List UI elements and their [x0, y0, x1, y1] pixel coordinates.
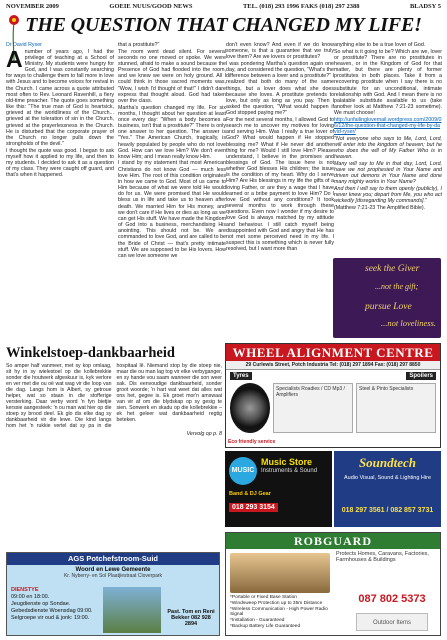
seek-line-3: pursue Love: [365, 302, 412, 312]
paragraph: that a prostitute?": [118, 42, 160, 48]
eco-label: Eco friendly service: [228, 439, 276, 445]
paragraph: anything else to be a true lover of God.: [334, 42, 426, 48]
music-store-ad[interactable]: [225, 451, 332, 527]
winkelstoep-article: [6, 346, 222, 548]
article-source-link[interactable]: http://unfailinglovemail.wordpress.com/2009/06/12/the-question-that-changed-my-life-by-david-ryser/: [334, 116, 442, 136]
ags-church-ad[interactable]: [6, 552, 220, 636]
article-byline: Dr David Ryser: [6, 42, 42, 48]
paragraph: Martha's question changed my life. For six months, I thought about her question at least once every day: "When a body becomes a business, isn't that a prostitute?" There is only one answer to her question. The answer is "Yes." The American Church, tragically, is heavily populated by people who do not love God. How can we love Him? We don't even know Him; and I mean really know Him.: [118, 104, 226, 160]
ags-dienste-item: 09:00 en 18:00.: [11, 594, 50, 600]
paragraph: number of years ago, I had the privilege of teaching at a School of Ministry. My students were hungry for God, and I was constantly searching for ways to challenge them to fall more in love with Jesus and to become voices for revival in the Church. I came across a quote attributed most often to Rev. Leonard Ravenhill, a fiery old-time preacher. The quote goes something like this: "The true man of God is heartsick, grieved at the worldliness of the Church... grieved at the toleration of sin in the Church, grieved at the prayerlessness in the Church. He is disturbed that the corporate prayer of the Church no longer pulls down the strongholds of the devil.": [6, 48, 114, 147]
scripture-quote: "Not everyone who says to Me, Lord, Lord, will enter into the kingdom of heaven; but he who does the will of My Father Who is in heaven.: [334, 135, 442, 161]
header-date: NOVEMBER 2009: [6, 3, 59, 10]
winkelstoep-heading: Winkelstoep-dankbaarheid: [6, 345, 175, 361]
wheel-ad-steel: Steel & Pinto Specialists: [356, 383, 436, 433]
scripture-reference: (Matthew 7:21-23 The Amplified Bible).: [334, 205, 426, 212]
scripture-quote: Many will say to Me in that day, Lord, Lord, have we not prophesied in Your Name and driven out demons in Your Name and done many mighty works in Your Name?: [334, 160, 442, 186]
header-page: BLADSY 5: [409, 3, 441, 10]
soundtech-title: Soundtech: [358, 455, 417, 470]
robguard-photo: [230, 553, 330, 593]
paragraph: The room went dead silent. For several seconds no one moved or spoke. We were stunned, afraid to make a sound because the Presence of God had flooded into the room, and we knew we were on holy ground. All I could think in those sacred moments was, "Wow, I wish I'd thought of that!" I didn't dare express that thought aloud. God had taken over the class.: [118, 48, 226, 104]
continued-note: Vervolg op p. 8: [186, 431, 222, 437]
ags-pastor: Past. Tom en Reni Bekker 082 928 2894: [167, 609, 215, 627]
paragraph: I thought the quote was good. I began to ask myself how it applied to my life, and then to my students. I decided to ask it as a question of my class. They were caught off guard, and that's when it happened.: [6, 147, 114, 179]
wheel-ad-address: 29 Curlewis Street, Potch Industria Tel: (018) 297 1894 Fax: (018) 297 8850: [226, 361, 440, 370]
tyres-label: Tyres: [230, 372, 252, 380]
soundtech-sub: Audio Visual, Sound & Lighting Hire: [343, 475, 432, 481]
wheel-ad-title: WHEEL ALIGNMENT CENTRE: [226, 344, 440, 361]
paragraph: don't even know? And even if we do know someone, is that a guarantee that we truly love them? Are we lovers or prostitutes?: [226, 42, 334, 61]
robguard-ad[interactable]: [225, 532, 441, 636]
music-logo-icon: MUSIC: [229, 457, 257, 485]
feature-item: *Windsweep Protection up to 35m Distance: [230, 600, 323, 606]
header-publication: GOEIE NUUS/GOOD NEWS: [109, 3, 193, 10]
music-ad-tel: 018 293 3154: [229, 503, 278, 512]
feature-item: *Installation - Guaranteed: [230, 618, 285, 624]
music-ad-title: Music Store: [261, 457, 313, 467]
article-column-4: [334, 42, 442, 212]
tyre-icon: [230, 383, 270, 433]
seek-line-4: ...not loveliness.: [381, 318, 437, 328]
header-contact: TEL. (018) 293 1996 FAKS (018) 297 2388: [242, 3, 360, 10]
spoilers-label: Spoilers: [406, 372, 436, 380]
feature-item: *Portable or Fixed Base Station: [230, 595, 297, 600]
robguard-title: ROBGUARD: [226, 533, 440, 549]
seek-line-1: seek the Giver: [365, 264, 420, 274]
ags-title: AGS Potchefstroom-Suid: [7, 553, 219, 565]
soundtech-tel: 018 297 3561 / 082 857 3731: [341, 507, 434, 514]
seek-line-2: ...not the gift;: [375, 282, 419, 291]
ags-dienste-item: Jeugdienste op Sondae.: [11, 601, 71, 607]
soundtech-ad[interactable]: [334, 451, 441, 527]
article-column-1: [6, 42, 114, 179]
feature-item: *Wireless Communication - High Power Radio Signal: [230, 606, 328, 618]
paragraph: So what is it going to be? Which are we, lover or prostitute? There are no prostitutes in heaven, or in the Kingdom of God for that matter, but there are plenty of former prostitutes in both places. Take it from a recovering prostitute when I say there is no substitute for an unconditional, intimate relationship with God. And I mean there is no palatable substitute available to us (take another look at Matthew 7:21-23 sometime). We must choose!: [334, 48, 442, 117]
music-ad-sub: Instruments & Sound: [261, 468, 318, 474]
paragraph: I stand by my statement that most American Christians do not know God — much less love Him. The root of this condition originates in how we came to God. Most of us came to Him because of what we were told He would do for us. We were promised that He would bless us in life and take us to heaven after death. We married Him for His money, and we don't care if He lives or dies as long as we can get His stuff. We have made the Kingdom of God into a business, merchandising His anointing. This should not be. We are commanded to love God, and are called to be the Bride of Christ — that's pretty intimate stuff. We are supposed to be His lovers. How can we love someone we: [118, 160, 226, 259]
paragraph: For the next several months, I allowed God to search me to uncover my motives for loving and serving Him. Was I really a true lover of God? What would happen if He stopped blessing me? What if He never did another thing for me? Would I still love Him? Please understand, I believe in the promises and blessings of God. The issue here is not whether God blesses His children; the issue is the condition of my heart. Why do I serve Him? Are His blessings in my life the gifts of a loving Father, or are they a wage that I have earned or a bribe payment to love Him? Do I love God without any conditions? It took several months to work through these questions. Even now I wonder if my desire to love God is always matched by my attitude and behaviour. I still catch myself being disappointed with God and angry that He has not met some perceived need in my life. I suspect this is something which is never fully resolved, but I want more than: [226, 116, 334, 253]
article-title: THE QUESTION THAT CHANGED MY LIFE!: [25, 13, 422, 36]
page-header: [6, 3, 441, 12]
robguard-tel: 087 802 5373: [358, 593, 426, 605]
scripture-quote: And then I will say to them openly (publicly), I never knew you; depart from Me, you who act wickedly [disregarding My commands].": [334, 186, 442, 205]
article-column-2: [118, 42, 226, 259]
ags-service-times: [11, 587, 99, 622]
robguard-features: [230, 595, 340, 630]
wheel-ad-specialists: Specialists Roadies / CD Mp3 / Amplifiers: [273, 383, 353, 433]
ags-dienste-item: Gebedsdienste Woensdag 09:00.: [11, 608, 93, 614]
ags-dienste-item: Selgroepe vir oud & jonk: 19:00.: [11, 615, 90, 621]
winkelstoep-body: So amper half vanmeer, met sy kop omlaag, sit hy in sy wielestoel op die kollebrekkie sonder die houtwerk afgeskuur is, kyk verlore en ver met die ou oë wat wag vir die loop van die dag. Langs hom is Albert, sy getroue helper, wat so staan in die stofferige versterking. Daar verby word 'n fyn bietjie kerssie aangesteek: 'n ou man wat hier op die stoep sy brood deel. Ek glo dis elke dag sy dankbaarheid vir die lewe. Die kind langs hom het 'n rukkie vertel dat sy pa in die hospitaal lê. Niemand stop by die stoep nie, maar die ou man lag tog vir elke verbyganger, en sy hande vou saam wanneer die son weer sak. Dis eenvoudige dankbaarheid, sonder groot woorde; 'n hart wat weet dat alles wat ons het, gegee is. Ek groet mor'n amswaai van vir af om die blydskap op sy gesig te sien. Sonwerk en skadu op die kollebrekkie – ek het geleer wat dankbaarheid regtig beteken.: [6, 363, 222, 429]
ags-address: Kr. Nyberry- en Sol Plaatjiestraat Cloverpark: [63, 573, 163, 579]
church-photo: [103, 587, 161, 633]
music-ad-info: Band & DJ Gear: [229, 491, 271, 497]
seek-the-giver-box: [333, 258, 441, 338]
robguard-tagline: Protects Homes, Caravans, Factories, Farmhouses & Buildings: [336, 551, 429, 564]
ags-dienste-title: DIENSTYE: [11, 587, 39, 593]
article-column-3: [226, 42, 334, 253]
drop-cap: A: [6, 45, 23, 72]
robguard-sub: Outdoor Items: [356, 613, 428, 631]
paragraph: I was pondering Martha's question again one day, and considered the question, "What's the difference between a lover and a prostitute?" I realized that both do many of the same things, but a lover does what she does because she loves. A prostitute pretends to love, but only as long as you pay. Then I asked the question, "What would happen if God stopped paying me?": [226, 60, 334, 117]
wheel-alignment-ad[interactable]: [225, 343, 441, 448]
ags-congregation: Woord en Lewe Gemeente: [75, 567, 151, 573]
feature-item: *Backup Battery Life Guaranteed: [230, 623, 301, 629]
